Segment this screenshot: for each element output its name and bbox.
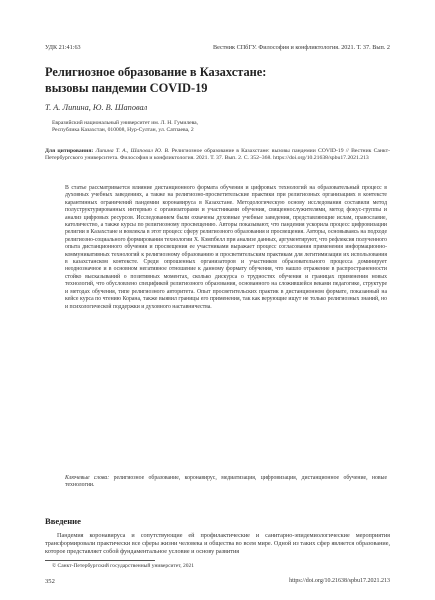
- keywords-text: религиозное образование, коронавирус, медиатизация, цифровизация, дистанционное обучение, новые технологии.: [65, 475, 387, 489]
- affiliation-line-1: Евразийский национальный университет им. Л. Н. Гумилева,: [52, 120, 199, 126]
- article-authors: Т. А. Липина, Ю. В. Шаповал: [45, 103, 148, 112]
- intro-paragraph: Пандемия коронавируса и сопутствующие ей профилактические и санитарно-эпидемиологические мероприятия трансформировали практически все сферы жизни человека и общества во всем мире. Одной из таких сфер является образование, которое представляет собой фундаментальное условие и основу развития: [45, 532, 390, 556]
- affiliation-line-2: Республика Казахстан, 010008, Нур-Султан, ул. Сатпаева, 2: [52, 127, 194, 134]
- section-heading: Введение: [45, 516, 81, 526]
- footnote-divider: [45, 560, 155, 561]
- article-title: [45, 65, 390, 96]
- abstract: В статье рассматривается влияние дистанционного формата обучения и цифровых технологий на образовательный процесс в духовных учебных заведениях, а также на религиозно-просветительские практики при религиозных организациях в контексте карантинных ограничений пандемии коронавируса в Казахстане. Методологическую основу исследования составили метод полуструктурированных интервью с организаторами и участниками обучения, священнослужителями, метод фокус-группы и анализ цифровых ресурсов. Исследованием были охвачены духовные учебные заведения, представляющие ислам, православие, католичество, а также курсы по религиозному просвещению. Авторы показывают, что пандемия ускорила процесс цифровизации религии в Казахстане и вовлекла в этот процесс сферу религиозного образования и просвещения. Авторы, основываясь на подходе религиозно-социального формирования технологии Х. Кэмпбелл при анализе данных, аргументируют, что рефлексия полученного опыта дистанционного обучения и просвещения ее участниками выражает процесс согласования применения информационно-коммуникативных технологий к религиозному образованию и просветительским практикам для легитимизации их использования в казахстанском контексте. Среди опрошенных организаторов и участников образовательного процесса доминирует неоднозначное и в основном негативное отношение к данному формату обучения, что нашло отражение в распространенности стойко высказываний о позитивных моментах, сколько дискурса о трудностях обучения и границах применения новых технологий, что обусловлено спецификой религиозного образования, основанного на сложившейся веками педагогике, структуре и методах обучения, типе религиозного авторитета. Опыт просветительских практик в дистанционном формате, показанный на кейсе курса по чтению Корана, также выявил границы его применения, так как верующие ищут не только религиозных знаний, но и психологической поддержки и духовного наставничества.: [65, 185, 387, 310]
- copyright-notice: © Санкт-Петербургский государственный университет, 2021: [52, 563, 195, 569]
- citation-authors: Липина Т. А., Шаповал Ю. В.: [95, 148, 170, 154]
- affiliation: [52, 120, 382, 134]
- citation-text: Религиозное образование в Казахстане: вызовы пандемии COVID-19 // Вестник Санкт-Петербургского университета. Философия и конфликтология. 2021. Т. 37. Вып. 2. С. 352–368. https://doi.org/10.21638/spbu17.2021.213: [45, 148, 391, 162]
- udk-code: УДК 21:41:63: [45, 44, 81, 51]
- doi-link[interactable]: https://doi.org/10.21638/spbu17.2021.213: [289, 578, 390, 584]
- page-number: 352: [45, 578, 55, 585]
- title-line-2: вызовы пандемии COVID-19: [45, 80, 208, 95]
- citation-label: Для цитирования:: [45, 148, 94, 154]
- keywords-label: Ключевые слова:: [65, 475, 110, 481]
- title-line-1: Религиозное образование в Казахстане:: [45, 65, 267, 79]
- journal-header: Вестник СПбГУ. Философия и конфликтология. 2021. Т. 37. Вып. 2: [212, 44, 390, 51]
- citation-block: [45, 148, 390, 163]
- keywords-block: [65, 475, 387, 490]
